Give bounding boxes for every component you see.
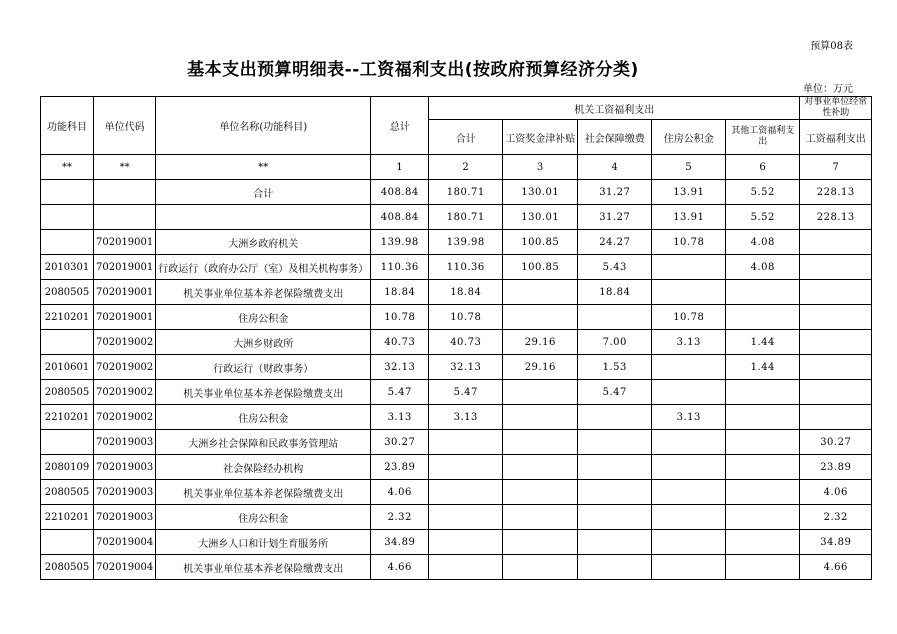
cell-unit-name: 住房公积金 [156, 305, 371, 330]
cell-other [726, 455, 800, 480]
cell-inst-wage: 2.32 [800, 505, 872, 530]
cell-social: 18.84 [578, 280, 652, 305]
cell-bonus: 29.16 [503, 355, 578, 380]
cell-bonus [503, 530, 578, 555]
cell-inst-wage [800, 355, 872, 380]
cell-total: 40.73 [371, 330, 429, 355]
cell-func-code [41, 205, 94, 230]
cell-sum: 139.98 [429, 230, 503, 255]
cell-unit-code: 702019002 [94, 330, 156, 355]
cell-housing [652, 355, 726, 380]
cell-other [726, 280, 800, 305]
cell-housing [652, 255, 726, 280]
cell-func-code: 2080505 [41, 280, 94, 305]
cell-sum: 40.73 [429, 330, 503, 355]
cell-sum: 180.71 [429, 205, 503, 230]
cell-func-code: 2210201 [41, 305, 94, 330]
table-row [41, 255, 872, 280]
cell-unit-code: 702019003 [94, 480, 156, 505]
cell-func-code [41, 530, 94, 555]
cell-housing [652, 280, 726, 305]
cell-housing: 10.78 [652, 230, 726, 255]
cell-social: 1.53 [578, 355, 652, 380]
cell-unit-code [94, 180, 156, 205]
cell-social [578, 505, 652, 530]
cell-func-code [41, 430, 94, 455]
cell-inst-wage: 228.13 [800, 205, 872, 230]
cell-housing: 13.91 [652, 205, 726, 230]
cell-unit-code: 702019003 [94, 430, 156, 455]
cell-total: 3.13 [371, 405, 429, 430]
cell-other [726, 480, 800, 505]
cell-bonus: 100.85 [503, 230, 578, 255]
table-row [41, 380, 872, 405]
header-group-inst: 对事业单位经常性补助 [800, 97, 872, 120]
cell-func-code: 2010301 [41, 255, 94, 280]
cell-sum: 32.13 [429, 355, 503, 380]
cell-social [578, 480, 652, 505]
cell-inst-wage: 4.66 [800, 555, 872, 580]
cell-sum [429, 430, 503, 455]
table-row [41, 180, 872, 205]
cell-total: 110.36 [371, 255, 429, 280]
cell-unit-code: 702019004 [94, 555, 156, 580]
cell-inst-wage [800, 230, 872, 255]
cell-func-code: 2010601 [41, 355, 94, 380]
cell-unit-code: 702019002 [94, 355, 156, 380]
cell-other [726, 380, 800, 405]
cell-sum [429, 505, 503, 530]
cell-func-code: 2080505 [41, 555, 94, 580]
cell-inst-wage: 4.06 [800, 480, 872, 505]
table-row [41, 455, 872, 480]
cell-func-code [41, 230, 94, 255]
cell-housing [652, 430, 726, 455]
index-row [41, 155, 872, 180]
cell-func-code: ** [41, 155, 94, 180]
cell-housing: 3.13 [652, 330, 726, 355]
cell-func-code: 2080109 [41, 455, 94, 480]
cell-total: 408.84 [371, 180, 429, 205]
cell-inst-wage [800, 255, 872, 280]
cell-unit-name: 机关事业单位基本养老保险缴费支出 [156, 480, 371, 505]
cell-other: 4.08 [726, 230, 800, 255]
table-row [41, 505, 872, 530]
cell-unit-name: 合计 [156, 180, 371, 205]
unit-label: 单位：万元 [803, 84, 853, 95]
cell-other [726, 305, 800, 330]
cell-total: 34.89 [371, 530, 429, 555]
cell-unit-name: 大洲乡人口和计划生育服务所 [156, 530, 371, 555]
table-row [41, 430, 872, 455]
cell-unit-name: 行政运行（财政事务） [156, 355, 371, 380]
cell-total: 4.66 [371, 555, 429, 580]
cell-unit-code: 702019003 [94, 505, 156, 530]
cell-other: 4.08 [726, 255, 800, 280]
cell-bonus: 29.16 [503, 330, 578, 355]
header-unit-name: 单位名称(功能科目) [156, 97, 371, 155]
cell-other [726, 405, 800, 430]
header-other: 其他工资福利支出 [726, 120, 800, 155]
cell-sum: 180.71 [429, 180, 503, 205]
cell-bonus [503, 430, 578, 455]
cell-bonus [503, 505, 578, 530]
cell-inst-wage: 23.89 [800, 455, 872, 480]
header-bonus: 工资奖金津补贴 [503, 120, 578, 155]
cell-housing [652, 480, 726, 505]
cell-inst-wage [800, 280, 872, 305]
table-row [41, 405, 872, 430]
header-unit-code: 单位代码 [94, 97, 156, 155]
cell-social: 24.27 [578, 230, 652, 255]
cell-housing [652, 505, 726, 530]
cell-sum: 10.78 [429, 305, 503, 330]
cell-sum [429, 455, 503, 480]
table-row [41, 530, 872, 555]
cell-unit-code: 702019001 [94, 255, 156, 280]
header-total: 总计 [371, 97, 429, 155]
cell-func-code [41, 180, 94, 205]
cell-social [578, 455, 652, 480]
cell-func-code [41, 330, 94, 355]
cell-bonus [503, 280, 578, 305]
cell-total: 30.27 [371, 430, 429, 455]
cell-total: 10.78 [371, 305, 429, 330]
cell-social: 4 [578, 155, 652, 180]
cell-sum: 18.84 [429, 280, 503, 305]
cell-unit-code: 702019001 [94, 230, 156, 255]
cell-social [578, 430, 652, 455]
cell-social [578, 530, 652, 555]
cell-unit-code [94, 205, 156, 230]
header-housing: 住房公积金 [652, 120, 726, 155]
page-title: 基本支出预算明细表--工资福利支出(按政府预算经济分类) [187, 60, 639, 80]
cell-unit-name: ** [156, 155, 371, 180]
cell-unit-code: ** [94, 155, 156, 180]
table-row [41, 280, 872, 305]
cell-bonus: 130.01 [503, 205, 578, 230]
cell-unit-name: 大洲乡政府机关 [156, 230, 371, 255]
cell-total: 139.98 [371, 230, 429, 255]
cell-unit-name: 住房公积金 [156, 405, 371, 430]
cell-other: 1.44 [726, 330, 800, 355]
table-row [41, 205, 872, 230]
cell-func-code: 2210201 [41, 405, 94, 430]
cell-inst-wage: 30.27 [800, 430, 872, 455]
cell-bonus [503, 555, 578, 580]
cell-social: 7.00 [578, 330, 652, 355]
cell-sum [429, 480, 503, 505]
cell-social [578, 555, 652, 580]
cell-unit-name [156, 205, 371, 230]
cell-sum: 5.47 [429, 380, 503, 405]
cell-func-code: 2210201 [41, 505, 94, 530]
cell-unit-name: 住房公积金 [156, 505, 371, 530]
header-sum: 合计 [429, 120, 503, 155]
cell-other: 5.52 [726, 205, 800, 230]
cell-unit-code: 702019002 [94, 380, 156, 405]
cell-social: 5.47 [578, 380, 652, 405]
cell-total: 4.06 [371, 480, 429, 505]
cell-sum [429, 530, 503, 555]
table-row [41, 555, 872, 580]
cell-total: 5.47 [371, 380, 429, 405]
cell-unit-name: 行政运行（政府办公厅（室）及相关机构事务） [156, 255, 371, 280]
cell-other: 1.44 [726, 355, 800, 380]
table-row [41, 230, 872, 255]
cell-total: 18.84 [371, 280, 429, 305]
cell-housing: 5 [652, 155, 726, 180]
cell-inst-wage: 7 [800, 155, 872, 180]
cell-housing [652, 530, 726, 555]
cell-other: 6 [726, 155, 800, 180]
cell-unit-code: 702019001 [94, 305, 156, 330]
cell-unit-name: 机关事业单位基本养老保险缴费支出 [156, 380, 371, 405]
cell-unit-code: 702019002 [94, 405, 156, 430]
cell-sum [429, 555, 503, 580]
cell-total: 23.89 [371, 455, 429, 480]
table-row [41, 355, 872, 380]
cell-other [726, 430, 800, 455]
cell-social: 5.43 [578, 255, 652, 280]
cell-unit-code: 702019004 [94, 530, 156, 555]
cell-social: 31.27 [578, 205, 652, 230]
cell-bonus [503, 405, 578, 430]
cell-bonus: 3 [503, 155, 578, 180]
cell-inst-wage: 228.13 [800, 180, 872, 205]
cell-inst-wage [800, 380, 872, 405]
cell-total: 408.84 [371, 205, 429, 230]
form-tag: 预算08表 [810, 41, 853, 52]
header-row-1 [41, 97, 872, 120]
cell-bonus [503, 455, 578, 480]
cell-unit-code: 702019001 [94, 280, 156, 305]
header-inst-wage: 工资福利支出 [800, 120, 872, 155]
cell-other [726, 530, 800, 555]
cell-social [578, 305, 652, 330]
cell-bonus: 100.85 [503, 255, 578, 280]
cell-housing: 3.13 [652, 405, 726, 430]
cell-other [726, 555, 800, 580]
cell-func-code: 2080505 [41, 480, 94, 505]
cell-housing: 10.78 [652, 305, 726, 330]
cell-total: 2.32 [371, 505, 429, 530]
cell-housing [652, 455, 726, 480]
table-row [41, 305, 872, 330]
cell-unit-name: 机关事业单位基本养老保险缴费支出 [156, 555, 371, 580]
cell-unit-code: 702019003 [94, 455, 156, 480]
cell-unit-name: 大洲乡社会保障和民政事务管理站 [156, 430, 371, 455]
cell-other: 5.52 [726, 180, 800, 205]
cell-inst-wage [800, 405, 872, 430]
cell-bonus [503, 480, 578, 505]
cell-housing [652, 555, 726, 580]
table-row [41, 480, 872, 505]
cell-sum: 110.36 [429, 255, 503, 280]
cell-inst-wage [800, 330, 872, 355]
cell-other [726, 505, 800, 530]
cell-housing [652, 380, 726, 405]
cell-inst-wage [800, 305, 872, 330]
cell-housing: 13.91 [652, 180, 726, 205]
cell-total: 32.13 [371, 355, 429, 380]
cell-social [578, 405, 652, 430]
table-row [41, 330, 872, 355]
cell-total: 1 [371, 155, 429, 180]
cell-sum: 3.13 [429, 405, 503, 430]
budget-table [40, 96, 872, 580]
cell-unit-name: 社会保险经办机构 [156, 455, 371, 480]
cell-sum: 2 [429, 155, 503, 180]
header-social: 社会保障缴费 [578, 120, 652, 155]
cell-social: 31.27 [578, 180, 652, 205]
cell-unit-name: 机关事业单位基本养老保险缴费支出 [156, 280, 371, 305]
cell-bonus [503, 380, 578, 405]
header-func-code: 功能科目 [41, 97, 94, 155]
cell-bonus [503, 305, 578, 330]
cell-unit-name: 大洲乡财政所 [156, 330, 371, 355]
cell-func-code: 2080505 [41, 380, 94, 405]
cell-bonus: 130.01 [503, 180, 578, 205]
header-group-org: 机关工资福利支出 [429, 97, 800, 120]
cell-inst-wage: 34.89 [800, 530, 872, 555]
